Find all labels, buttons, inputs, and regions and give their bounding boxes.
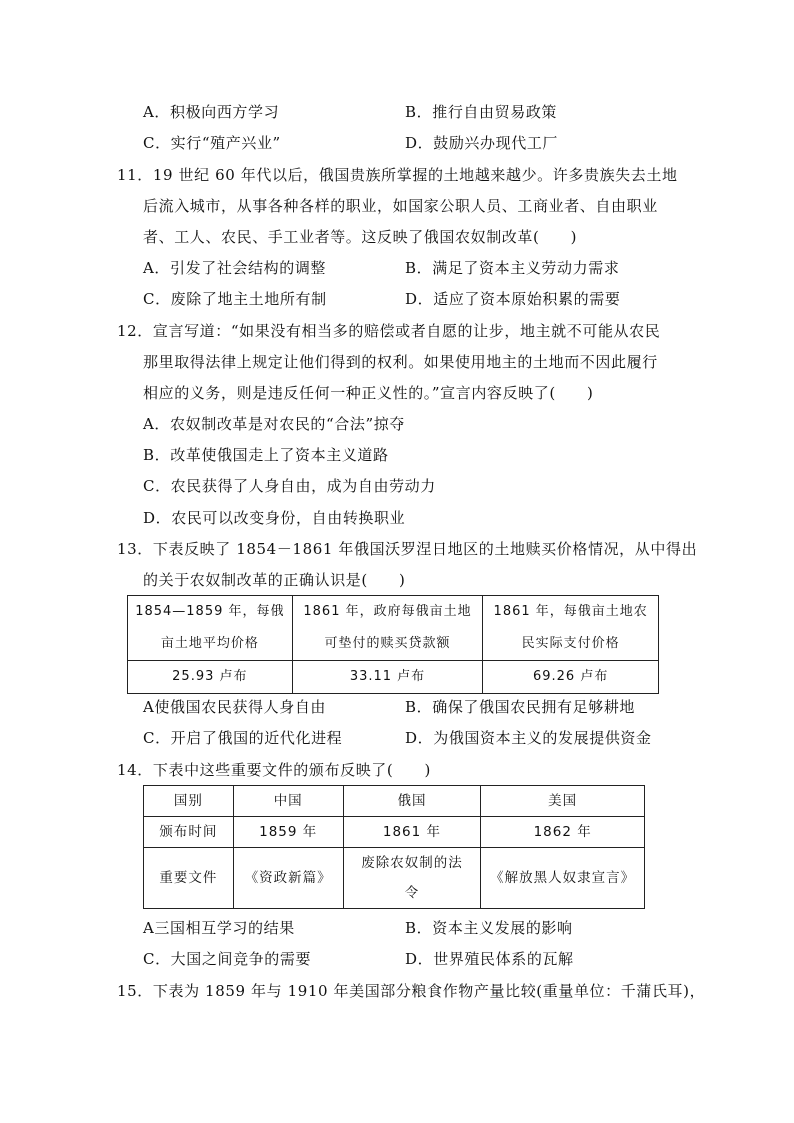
table-row	[144, 848, 645, 909]
cell-text: 废除农奴制的法	[361, 855, 463, 871]
q13-stem-line-1: 13．下表反映了 1854－1861 年俄国沃罗涅日地区的土地赎买价格情况，从中得出	[117, 540, 698, 558]
q12-option-b[interactable]: B．改革使俄国走上了资本主义道路	[143, 446, 389, 464]
q14-cell: 国别	[144, 786, 234, 817]
cell-text: 令	[404, 885, 420, 901]
q14-cell: 《解放黑人奴隶宣言》	[481, 848, 645, 909]
q14-cell: 1862 年	[481, 817, 645, 848]
table-row	[128, 596, 659, 661]
q11-stem-line-2: 后流入城市，从事各种各样的职业，如国家公职人员、工商业者、自由职业	[143, 197, 658, 215]
cell-text: 亩土地平均价格	[160, 636, 259, 651]
q13-header-2	[292, 596, 483, 661]
q11-option-a[interactable]: A．引发了社会结构的调整	[143, 259, 327, 277]
q11-stem-line-3: 者、工人、农民、手工业者等。这反映了俄国农奴制改革( )	[143, 228, 578, 246]
q12-option-d[interactable]: D．农民可以改变身份，自由转换职业	[143, 509, 406, 527]
q12-stem-line-2: 那里取得法律上规定让他们得到的权利。如果使用地主的土地而不因此履行	[143, 353, 658, 371]
q12-option-c[interactable]: C．农民获得了人身自由，成为自由劳动力	[143, 477, 436, 495]
q13-value-2: 33.11 卢布	[292, 661, 483, 694]
q14-cell: 俄国	[343, 786, 481, 817]
q11-stem-line-1: 11．19 世纪 60 年代以后，俄国贵族所掌握的土地越来越少。许多贵族失去土地	[117, 166, 678, 184]
q13-option-c[interactable]: C．开启了俄国的近代化进程	[143, 729, 343, 747]
cell-text: 1861 年，政府每俄亩土地	[303, 604, 472, 619]
q14-cell: 重要文件	[144, 848, 234, 909]
q13-option-d[interactable]: D．为俄国资本主义的发展提供资金	[405, 729, 652, 747]
table-row	[144, 786, 645, 817]
q14-table	[143, 785, 645, 909]
q14-cell: 1861 年	[343, 817, 481, 848]
table-row	[128, 661, 659, 694]
cell-text: 可垫付的赎买贷款额	[324, 636, 451, 651]
q12-option-a[interactable]: A．农奴制改革是对农民的“合法”掠夺	[143, 415, 405, 433]
q13-option-a[interactable]: A使俄国农民获得人身自由	[143, 698, 327, 716]
q11-option-c[interactable]: C．废除了地主土地所有制	[143, 290, 327, 308]
q10-option-a[interactable]: A．积极向西方学习	[143, 103, 280, 121]
table-row	[144, 817, 645, 848]
q14-option-c[interactable]: C．大国之间竞争的需要	[143, 950, 312, 968]
q12-stem-line-3: 相应的义务，则是违反任何一种正义性的。”宣言内容反映了( )	[143, 384, 594, 402]
q10-option-d[interactable]: D．鼓励兴办现代工厂	[405, 134, 559, 152]
q14-stem: 14．下表中这些重要文件的颁布反映了( )	[117, 761, 431, 779]
q11-option-b[interactable]: B．满足了资本主义劳动力需求	[405, 259, 620, 277]
q13-table	[127, 595, 659, 694]
q14-cell: 中国	[233, 786, 343, 817]
q10-option-c[interactable]: C．实行“殖产兴业”	[143, 134, 281, 152]
q11-option-d[interactable]: D．适应了资本原始积累的需要	[405, 290, 621, 308]
cell-text: 1854—1859 年，每俄	[135, 604, 285, 619]
q13-option-b[interactable]: B．确保了俄国农民拥有足够耕地	[405, 698, 636, 716]
q13-value-1: 25.93 卢布	[128, 661, 293, 694]
q10-option-b[interactable]: B．推行自由贸易政策	[405, 103, 558, 121]
q15-stem: 15．下表为 1859 年与 1910 年美国部分粮食作物产量比较(重量单位：千蒲氏耳)，	[117, 982, 706, 1000]
cell-text: 1861 年，每俄亩土地农	[493, 604, 648, 619]
q14-option-b[interactable]: B．资本主义发展的影响	[405, 919, 573, 937]
q12-stem-line-1: 12．宣言写道：“如果没有相当多的赔偿或者自愿的让步，地主就不可能从农民	[117, 322, 661, 340]
q13-header-1	[128, 596, 293, 661]
q14-cell: 美国	[481, 786, 645, 817]
cell-text: 民实际支付价格	[521, 636, 620, 651]
q14-cell	[343, 848, 481, 909]
q13-header-3	[483, 596, 659, 661]
q14-cell: 1859 年	[233, 817, 343, 848]
q14-cell: 颁布时间	[144, 817, 234, 848]
q13-value-3: 69.26 卢布	[483, 661, 659, 694]
q14-option-a[interactable]: A三国相互学习的结果	[143, 919, 295, 937]
q13-stem-line-2: 的关于农奴制改革的正确认识是( )	[143, 571, 406, 589]
q14-cell: 《资政新篇》	[233, 848, 343, 909]
q14-option-d[interactable]: D．世界殖民体系的瓦解	[405, 950, 574, 968]
